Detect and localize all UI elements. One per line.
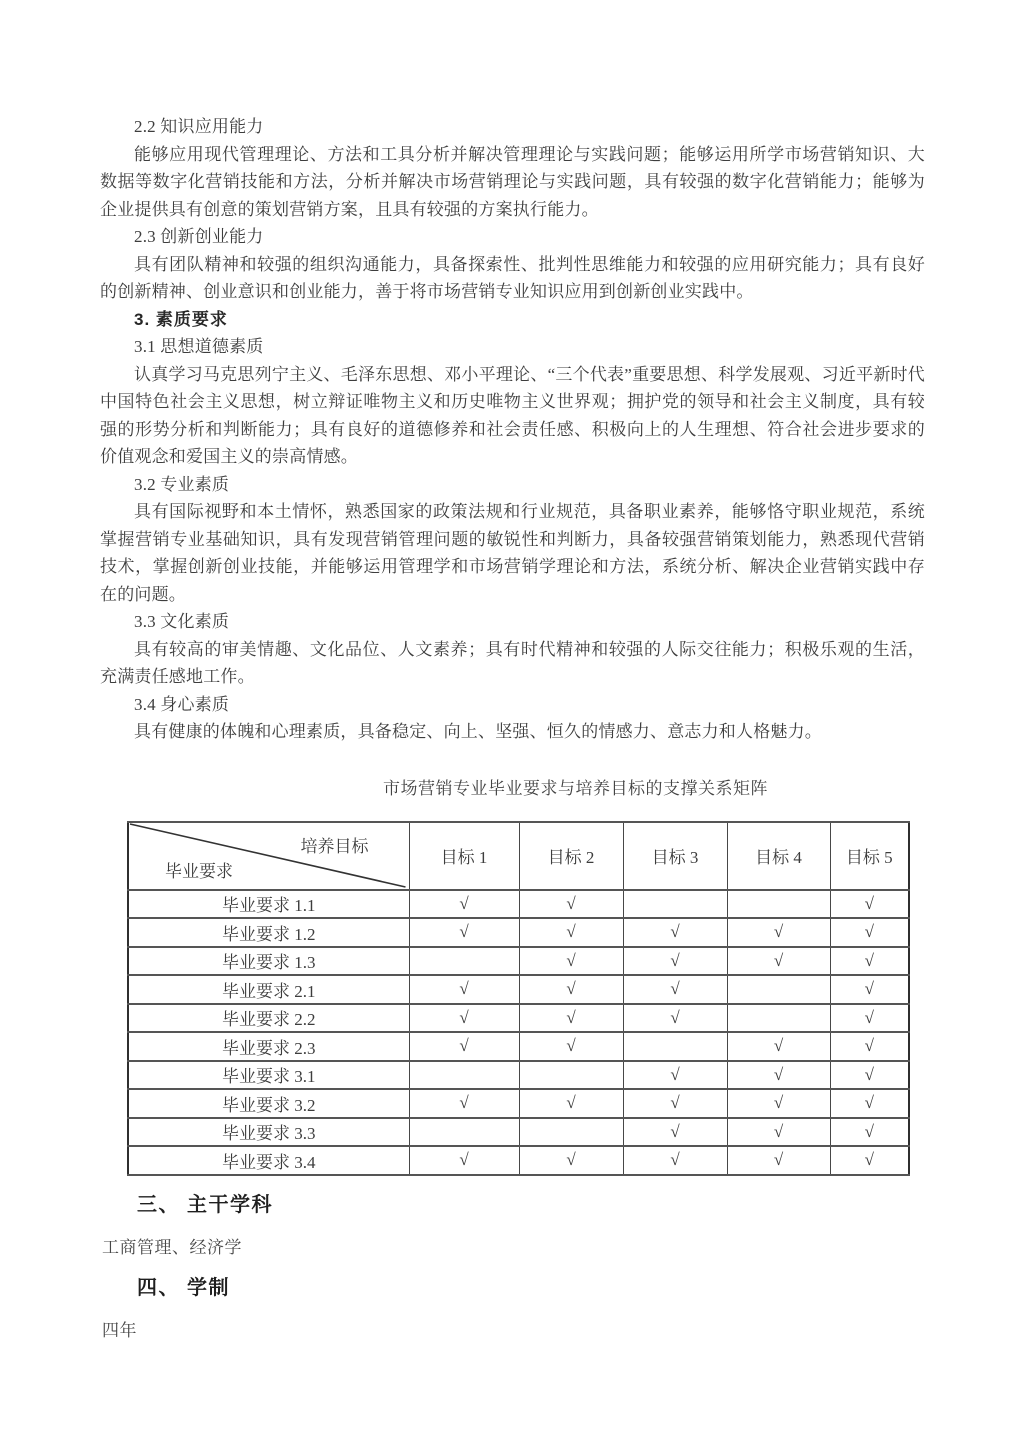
sub-heading: 2.3 创新创业能力 xyxy=(134,227,264,246)
matrix-row xyxy=(128,1004,909,1033)
matrix-check-cell: √ xyxy=(830,975,909,1004)
matrix-check-cell: √ xyxy=(623,975,727,1004)
matrix-row-label: 毕业要求 1.3 xyxy=(128,947,409,976)
study-duration-text: 四年 xyxy=(102,1320,137,1340)
matrix-empty-cell xyxy=(409,1061,519,1090)
matrix-table-title: 市场营销专业毕业要求与培养目标的支撑关系矩阵 xyxy=(383,778,768,798)
matrix-row-label: 毕业要求 1.2 xyxy=(128,918,409,947)
matrix-check-cell: √ xyxy=(830,947,909,976)
matrix-check-cell: √ xyxy=(519,918,623,947)
matrix-row xyxy=(128,1118,909,1147)
matrix-check-cell: √ xyxy=(623,1146,727,1175)
sub-heading: 3.1 思想道德素质 xyxy=(134,337,264,356)
matrix-check-cell: √ xyxy=(830,890,909,919)
section-heading-study-duration: 四、 学制 xyxy=(137,1276,231,1299)
matrix-check-cell: √ xyxy=(519,1032,623,1061)
matrix-check-cell: √ xyxy=(409,1146,519,1175)
matrix-row-label: 毕业要求 1.1 xyxy=(128,890,409,919)
matrix-check-cell: √ xyxy=(830,1089,909,1118)
matrix-check-cell: √ xyxy=(727,1089,830,1118)
matrix-empty-cell xyxy=(409,1118,519,1147)
matrix-header-row xyxy=(128,822,909,890)
main-disciplines-text: 工商管理、经济学 xyxy=(102,1237,242,1257)
body-paragraph: 能够应用现代管理理论、方法和工具分析并解决管理理论与实践问题；能够运用所学市场营销知识、大数据等数字化营销技能和方法，分析并解决市场营销理论与实践问题，具有较强的数字化营销能力；能够为企业提供具有创意的策划营销方案，且具有较强的方案执行能力。 xyxy=(100,144,925,219)
sub-heading: 3.3 文化素质 xyxy=(134,612,230,631)
matrix-check-cell: √ xyxy=(623,1118,727,1147)
matrix-check-cell: √ xyxy=(409,975,519,1004)
document-body xyxy=(100,113,925,746)
matrix-check-cell: √ xyxy=(727,1118,830,1147)
matrix-check-cell: √ xyxy=(519,975,623,1004)
support-matrix-table xyxy=(127,821,910,1176)
matrix-row xyxy=(128,1061,909,1090)
matrix-corner-cell xyxy=(128,822,409,890)
matrix-check-cell: √ xyxy=(409,1004,519,1033)
matrix-column-header: 目标 5 xyxy=(830,822,909,890)
matrix-column-header: 目标 2 xyxy=(519,822,623,890)
footer-sections xyxy=(100,1193,925,1342)
matrix-empty-cell xyxy=(519,1061,623,1090)
matrix-empty-cell xyxy=(623,1032,727,1061)
matrix-empty-cell xyxy=(623,890,727,919)
matrix-check-cell: √ xyxy=(830,1118,909,1147)
section-heading-main-disciplines: 三、 主干学科 xyxy=(137,1193,274,1216)
matrix-empty-cell xyxy=(727,1004,830,1033)
matrix-empty-cell xyxy=(409,947,519,976)
matrix-check-cell: √ xyxy=(519,947,623,976)
matrix-column-header: 目标 3 xyxy=(623,822,727,890)
matrix-check-cell: √ xyxy=(519,1004,623,1033)
matrix-check-cell: √ xyxy=(519,1089,623,1118)
matrix-check-cell: √ xyxy=(623,1061,727,1090)
matrix-column-header: 目标 1 xyxy=(409,822,519,890)
matrix-check-cell: √ xyxy=(727,1061,830,1090)
matrix-check-cell: √ xyxy=(519,1146,623,1175)
matrix-check-cell: √ xyxy=(409,918,519,947)
matrix-row xyxy=(128,918,909,947)
matrix-check-cell: √ xyxy=(727,1146,830,1175)
sub-heading: 3.2 专业素质 xyxy=(134,474,230,494)
matrix-row-label: 毕业要求 2.1 xyxy=(128,975,409,1004)
matrix-row-label: 毕业要求 3.3 xyxy=(128,1118,409,1147)
matrix-check-cell: √ xyxy=(830,1004,909,1033)
matrix-row xyxy=(128,1146,909,1175)
matrix-row xyxy=(128,975,909,1004)
matrix-column-header: 目标 4 xyxy=(727,822,830,890)
matrix-row-label: 毕业要求 3.4 xyxy=(128,1146,409,1175)
matrix-check-cell: √ xyxy=(727,947,830,976)
matrix-empty-cell xyxy=(519,1118,623,1147)
matrix-check-cell: √ xyxy=(830,918,909,947)
matrix-row xyxy=(128,947,909,976)
body-paragraph: 认真学习马克思列宁主义、毛泽东思想、邓小平理论、“三个代表”重要思想、科学发展观、习近平新时代中国特色社会主义思想，树立辩证唯物主义和历史唯物主义世界观；拥护党的领导和社会主义制度，具有较强的形势分析和判断能力；具有良好的道德修养和社会责任感、积极向上的人生理想、符合社会进步要求的价值观念和爱国主义的崇高情感。 xyxy=(100,364,925,466)
body-paragraph: 具有健康的体魄和心理素质，具备稳定、向上、坚强、恒久的情感力、意志力和人格魅力。 xyxy=(134,722,822,741)
matrix-check-cell: √ xyxy=(519,890,623,919)
matrix-check-cell: √ xyxy=(623,947,727,976)
matrix-check-cell: √ xyxy=(623,1089,727,1118)
matrix-empty-cell xyxy=(727,890,830,919)
sub-heading: 2.2 知识应用能力 xyxy=(134,117,264,136)
matrix-check-cell: √ xyxy=(409,1032,519,1061)
matrix-check-cell: √ xyxy=(830,1032,909,1061)
matrix-check-cell: √ xyxy=(409,890,519,919)
corner-label-requirements: 毕业要求 xyxy=(165,861,233,881)
bold-sub-heading: 3. 素质要求 xyxy=(134,309,228,329)
matrix-row xyxy=(128,890,909,919)
matrix-check-cell: √ xyxy=(623,918,727,947)
body-paragraph: 具有团队精神和较强的组织沟通能力，具备探索性、批判性思维能力和较强的应用研究能力；具有良好的创新精神、创业意识和创业能力，善于将市场营销专业知识应用到创新创业实践中。 xyxy=(100,254,925,301)
matrix-check-cell: √ xyxy=(727,1032,830,1061)
matrix-row-label: 毕业要求 3.2 xyxy=(128,1089,409,1118)
sub-heading: 3.4 身心素质 xyxy=(134,694,230,714)
matrix-row xyxy=(128,1032,909,1061)
matrix-check-cell: √ xyxy=(830,1061,909,1090)
body-paragraph: 具有国际视野和本土情怀，熟悉国家的政策法规和行业规范，具备职业素养，能够恪守职业规范，系统掌握营销专业基础知识，具有发现营销管理问题的敏锐性和判断力，具备较强营销策划能力，熟悉现代营销技术，掌握创新创业技能，并能够运用管理学和市场营销学理论和方法，系统分析、解决企业营销实践中存在的问题。 xyxy=(100,502,925,604)
matrix-row-label: 毕业要求 3.1 xyxy=(128,1061,409,1090)
matrix-row-label: 毕业要求 2.3 xyxy=(128,1032,409,1061)
matrix-empty-cell xyxy=(727,975,830,1004)
matrix-row-label: 毕业要求 2.2 xyxy=(128,1004,409,1033)
matrix-check-cell: √ xyxy=(727,918,830,947)
matrix-check-cell: √ xyxy=(830,1146,909,1175)
matrix-check-cell: √ xyxy=(409,1089,519,1118)
matrix-check-cell: √ xyxy=(623,1004,727,1033)
body-paragraph: 具有较高的审美情趣、文化品位、人文素养；具有时代精神和较强的人际交往能力；积极乐观的生活，充满责任感地工作。 xyxy=(100,639,925,686)
corner-label-objectives: 培养目标 xyxy=(300,836,369,856)
matrix-row xyxy=(128,1089,909,1118)
